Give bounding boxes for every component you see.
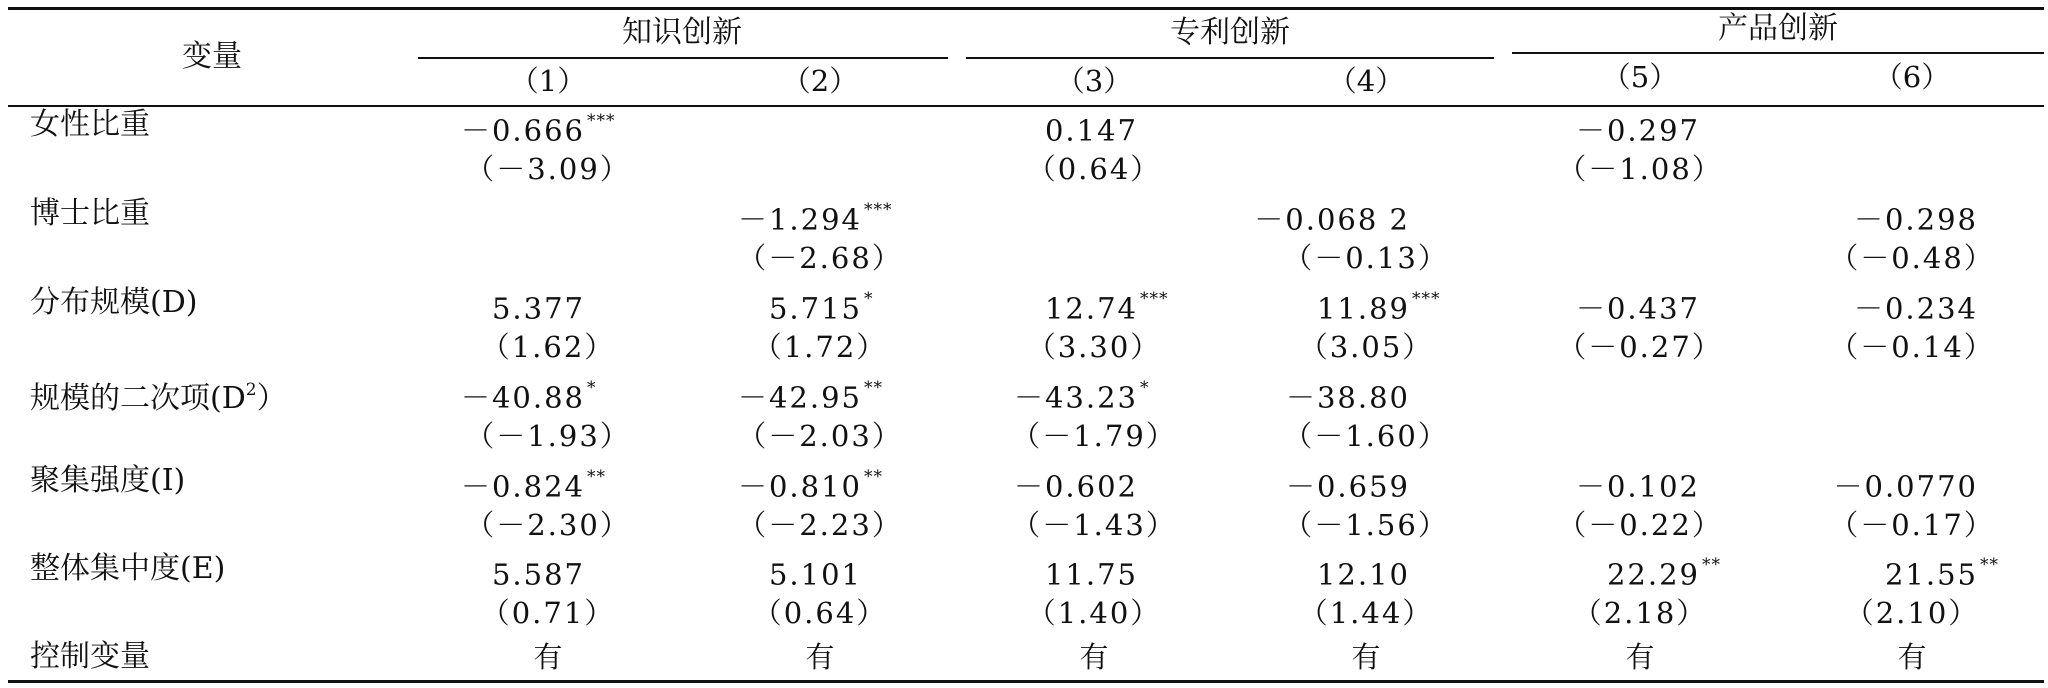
group-underline-product xyxy=(1512,52,2044,54)
significance-stars: *** xyxy=(1412,289,1441,309)
column-header-2: （2） xyxy=(781,64,859,98)
coefficient-value: 5.587 xyxy=(491,557,585,592)
t-statistic: （－2.30） xyxy=(465,508,631,542)
coefficient-value: －1.294 xyxy=(737,202,862,237)
significance-stars: *** xyxy=(587,111,616,131)
t-statistic: （0.64） xyxy=(1026,152,1162,186)
t-statistic: （－3.09） xyxy=(465,152,631,186)
coefficient-value: 21.55 xyxy=(1884,557,1978,592)
t-statistic: （1.72） xyxy=(752,330,888,364)
t-statistic: （0.71） xyxy=(480,596,616,630)
coefficient-cell xyxy=(1254,197,1412,237)
t-statistic: （0.64） xyxy=(752,596,888,630)
t-statistic: （3.30） xyxy=(1026,330,1162,364)
significance-stars: ** xyxy=(864,467,883,487)
column-header-3: （3） xyxy=(1055,64,1133,98)
t-statistic: （3.05） xyxy=(1298,330,1434,364)
t-statistic: （－0.22） xyxy=(1557,508,1723,542)
t-statistic: （－2.03） xyxy=(737,419,903,453)
coefficient-cell xyxy=(769,286,874,326)
t-statistic: （－1.56） xyxy=(1283,508,1449,542)
row-label-text: 分布规模(D) xyxy=(30,285,198,320)
coefficient-cell xyxy=(1286,464,1412,504)
coefficient-value: －42.95 xyxy=(737,380,862,415)
significance-stars: ** xyxy=(1980,555,1999,575)
t-statistic: （－0.48） xyxy=(1829,241,1995,275)
coefficient-value: －0.297 xyxy=(1575,113,1700,148)
significance-stars: ** xyxy=(1702,555,1721,575)
t-statistic: （－0.17） xyxy=(1829,508,1995,542)
coefficient-cell xyxy=(461,375,597,415)
t-statistic: （－0.13） xyxy=(1283,241,1449,275)
row-label xyxy=(30,375,287,416)
group-header-knowledge: 知识创新 xyxy=(622,15,742,50)
t-statistic: （－0.27） xyxy=(1557,330,1723,364)
t-statistic: （2.18） xyxy=(1572,596,1708,630)
row-label xyxy=(30,197,150,231)
coefficient-value: －0.234 xyxy=(1853,291,1978,326)
coefficient-value: 5.101 xyxy=(768,557,862,592)
t-statistic: （－0.14） xyxy=(1829,330,1995,364)
row-label xyxy=(30,464,185,498)
row-label-suffix: ） xyxy=(256,381,287,416)
coefficient-value: 22.29 xyxy=(1606,557,1700,592)
coefficient-value: －0.068 2 xyxy=(1254,202,1410,237)
controls-value: 有 xyxy=(1351,640,1381,674)
row-label-text: 规模的二次项(D xyxy=(30,381,246,416)
coefficient-cell xyxy=(461,108,616,148)
t-statistic: （－1.79） xyxy=(1011,419,1177,453)
t-statistic: （－1.93） xyxy=(465,419,631,453)
column-header-6: （6） xyxy=(1873,60,1951,94)
controls-value: 有 xyxy=(1625,640,1655,674)
coefficient-cell xyxy=(1576,464,1702,504)
coefficient-value: －0.666 xyxy=(460,113,585,148)
coefficient-cell xyxy=(738,464,883,504)
header-rule xyxy=(8,105,2044,107)
coefficient-value: －0.602 xyxy=(1013,469,1138,504)
top-rule xyxy=(8,7,2044,10)
coefficient-value: 5.715 xyxy=(768,291,862,326)
t-statistic: （－2.68） xyxy=(737,241,903,275)
coefficient-cell xyxy=(1834,464,1980,504)
group-header-patent: 专利创新 xyxy=(1170,15,1290,50)
t-statistic: （－2.23） xyxy=(737,508,903,542)
bottom-rule xyxy=(8,680,2044,683)
coefficient-value: －0.298 xyxy=(1853,202,1978,237)
row-label-text: 聚集强度(I) xyxy=(30,463,186,498)
coefficient-cell xyxy=(492,552,587,592)
t-statistic: （1.44） xyxy=(1298,596,1434,630)
coefficient-value: －0.102 xyxy=(1575,469,1700,504)
controls-value: 有 xyxy=(1079,640,1109,674)
coefficient-cell xyxy=(1045,286,1169,326)
row-label-superscript: 2 xyxy=(245,380,257,400)
coefficient-cell xyxy=(461,464,606,504)
coefficient-value: －40.88 xyxy=(460,380,585,415)
row-label xyxy=(30,552,225,586)
coefficient-value: 11.75 xyxy=(1044,557,1138,592)
t-statistic: （2.10） xyxy=(1844,596,1980,630)
coefficient-value: －0.659 xyxy=(1285,469,1410,504)
coefficient-value: 5.377 xyxy=(491,291,585,326)
coefficient-cell xyxy=(1885,552,1999,592)
row-label-controls: 控制变量 xyxy=(30,639,150,674)
row-label-text: 女性比重 xyxy=(30,107,150,142)
coefficient-cell xyxy=(1607,552,1721,592)
controls-value: 有 xyxy=(1897,640,1927,674)
coefficient-cell xyxy=(1854,197,1980,237)
row-label xyxy=(30,108,150,142)
coefficient-cell xyxy=(1576,286,1702,326)
t-statistic: （－1.43） xyxy=(1011,508,1177,542)
column-header-5: （5） xyxy=(1601,60,1679,94)
coefficient-cell xyxy=(769,552,864,592)
column-header-4: （4） xyxy=(1327,64,1405,98)
coefficient-cell xyxy=(1576,108,1702,148)
significance-stars: *** xyxy=(864,200,893,220)
significance-stars: ** xyxy=(587,467,606,487)
row-label-text: 博士比重 xyxy=(30,196,150,231)
coefficient-value: 11.89 xyxy=(1316,291,1410,326)
coefficient-value: 12.74 xyxy=(1044,291,1138,326)
coefficient-cell xyxy=(738,197,893,237)
row-label xyxy=(30,286,197,320)
coefficient-value: －0.0770 xyxy=(1833,469,1978,504)
t-statistic: （－1.08） xyxy=(1557,152,1723,186)
row-label-text: 整体集中度(E) xyxy=(30,551,226,586)
controls-value: 有 xyxy=(533,640,563,674)
coefficient-cell xyxy=(1045,108,1140,148)
coefficient-value: －0.824 xyxy=(460,469,585,504)
t-statistic: （1.40） xyxy=(1026,596,1162,630)
coefficient-cell xyxy=(1317,286,1441,326)
significance-stars: * xyxy=(864,289,874,309)
variable-header: 变量 xyxy=(182,39,242,74)
coefficient-cell xyxy=(492,286,587,326)
coefficient-cell xyxy=(738,375,883,415)
group-underline-patent xyxy=(966,57,1494,59)
t-statistic: （－1.60） xyxy=(1283,419,1449,453)
coefficient-cell xyxy=(1045,552,1140,592)
t-statistic: （1.62） xyxy=(480,330,616,364)
coefficient-cell xyxy=(1014,375,1150,415)
coefficient-cell xyxy=(1854,286,1980,326)
significance-stars: * xyxy=(587,378,597,398)
coefficient-value: 12.10 xyxy=(1316,557,1410,592)
coefficient-value: 0.147 xyxy=(1044,113,1138,148)
coefficient-cell xyxy=(1317,552,1412,592)
column-header-1: （1） xyxy=(509,64,587,98)
coefficient-cell xyxy=(1286,375,1412,415)
coefficient-value: －38.80 xyxy=(1285,380,1410,415)
coefficient-cell xyxy=(1014,464,1140,504)
coefficient-value: －0.810 xyxy=(737,469,862,504)
coefficient-value: －43.23 xyxy=(1013,380,1138,415)
significance-stars: *** xyxy=(1140,289,1169,309)
significance-stars: ** xyxy=(864,378,883,398)
group-underline-knowledge xyxy=(418,57,948,59)
significance-stars: * xyxy=(1140,378,1150,398)
coefficient-value: －0.437 xyxy=(1575,291,1700,326)
controls-value: 有 xyxy=(805,640,835,674)
group-header-product: 产品创新 xyxy=(1718,11,1838,46)
